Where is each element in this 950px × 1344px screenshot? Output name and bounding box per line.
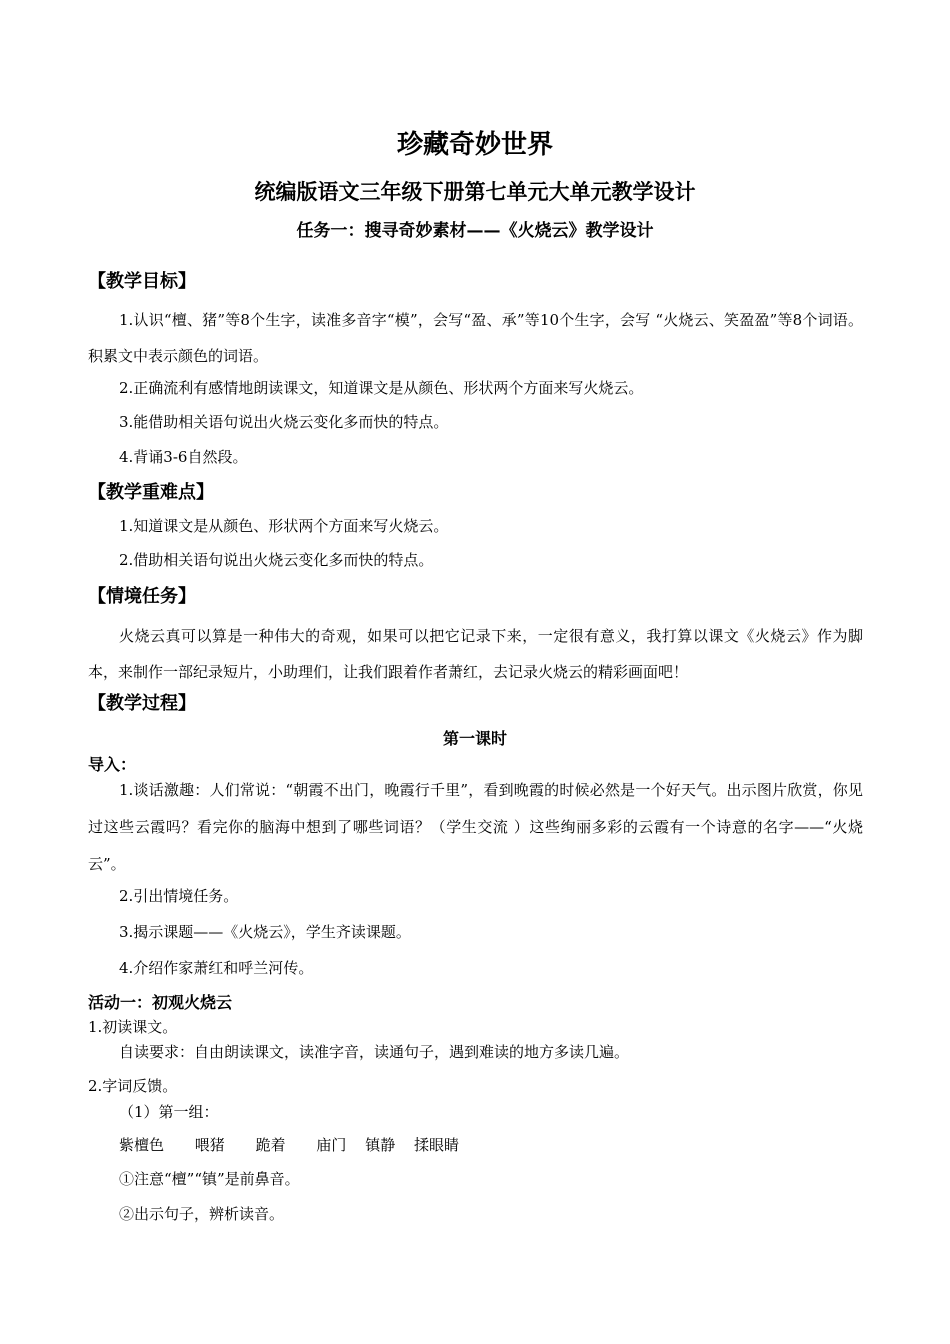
activity1-step1: 1.初读课文。 [88,1018,178,1036]
intro-item-1: 1.谈话激趣：人们常说：“朝霞不出门，晚霞行千里”，看到晚霞的时候必然是一个好天气。出示图片欣赏，你见过这些云霞吗？看完你的脑海中想到了哪些词语？（学生交流 ）这些绚丽多彩的云霞有一个诗意的名字——“火烧云”。 [88,781,863,873]
key-point-item-1: 1.知道课文是从颜色、形状两个方面来写火烧云。 [119,517,449,535]
word-item: 喂猪 [194,1136,225,1154]
activity1-step2: 2.字词反馈。 [88,1077,178,1095]
task-title: 任务一：搜寻奇妙素材——《火烧云》教学设计 [296,221,654,241]
goal-item-1: 1.认识“檀、猪”等8个生字，读准多音字“模”，会写“盈、承”等10个生字，会写 “火烧云、笑盈盈”等8个词语。积累文中表示颜色的词语。 [88,311,863,365]
word-item: 跪着 [255,1136,286,1154]
activity1-heading: 活动一：初观火烧云 [88,993,233,1012]
document-title: 珍藏奇妙世界 [396,130,553,160]
intro-item-4: 4.介绍作家萧红和呼兰河传。 [119,959,314,977]
goal-item-3: 3.能借助相关语句说出火烧云变化多而快的特点。 [119,413,449,431]
goal-item-2: 2.正确流利有感情地朗读课文，知道课文是从颜色、形状两个方面来写火烧云。 [119,379,644,397]
intro-item-2: 2.引出情境任务。 [119,887,239,905]
group1-label: （1）第一组： [119,1103,219,1121]
situation-text: 火烧云真可以算是一种伟大的奇观，如果可以把它记录下来，一定很有意义，我打算以课文《火烧云》作为脚本，来制作一部纪录短片，小助理们，让我们跟着作者萧红，去记录火烧云的精彩画面吧！ [88,627,863,681]
activity1-step1-requirement: 自读要求：自由朗读课文，读准字音，读通句子，遇到难读的地方多读几遍。 [119,1043,630,1061]
word-list [119,1134,485,1155]
situation-heading: 【情境任务】 [88,586,196,607]
word-item: 揉眼睛 [413,1136,459,1154]
process-heading: 【教学过程】 [88,693,196,714]
word-item: 镇静 [365,1136,396,1154]
document-subtitle: 统编版语文三年级下册第七单元大单元教学设计 [254,180,696,204]
key-points-heading: 【教学重难点】 [88,482,214,503]
word-item: 紫檀色 [119,1136,165,1154]
intro-item-3: 3.揭示课题——《火烧云》，学生齐读课题。 [119,923,411,941]
goal-item-4: 4.背诵3-6自然段。 [119,448,248,466]
intro-heading: 导入： [88,755,137,774]
note-1: ①注意“檀”“镇”是前鼻音。 [119,1170,300,1188]
lesson-title: 第一课时 [442,729,507,748]
word-item: 庙门 [316,1136,347,1154]
goals-heading: 【教学目标】 [88,271,196,292]
key-point-item-2: 2.借助相关语句说出火烧云变化多而快的特点。 [119,551,434,569]
note-2: ②出示句子，辨析读音。 [119,1205,285,1223]
